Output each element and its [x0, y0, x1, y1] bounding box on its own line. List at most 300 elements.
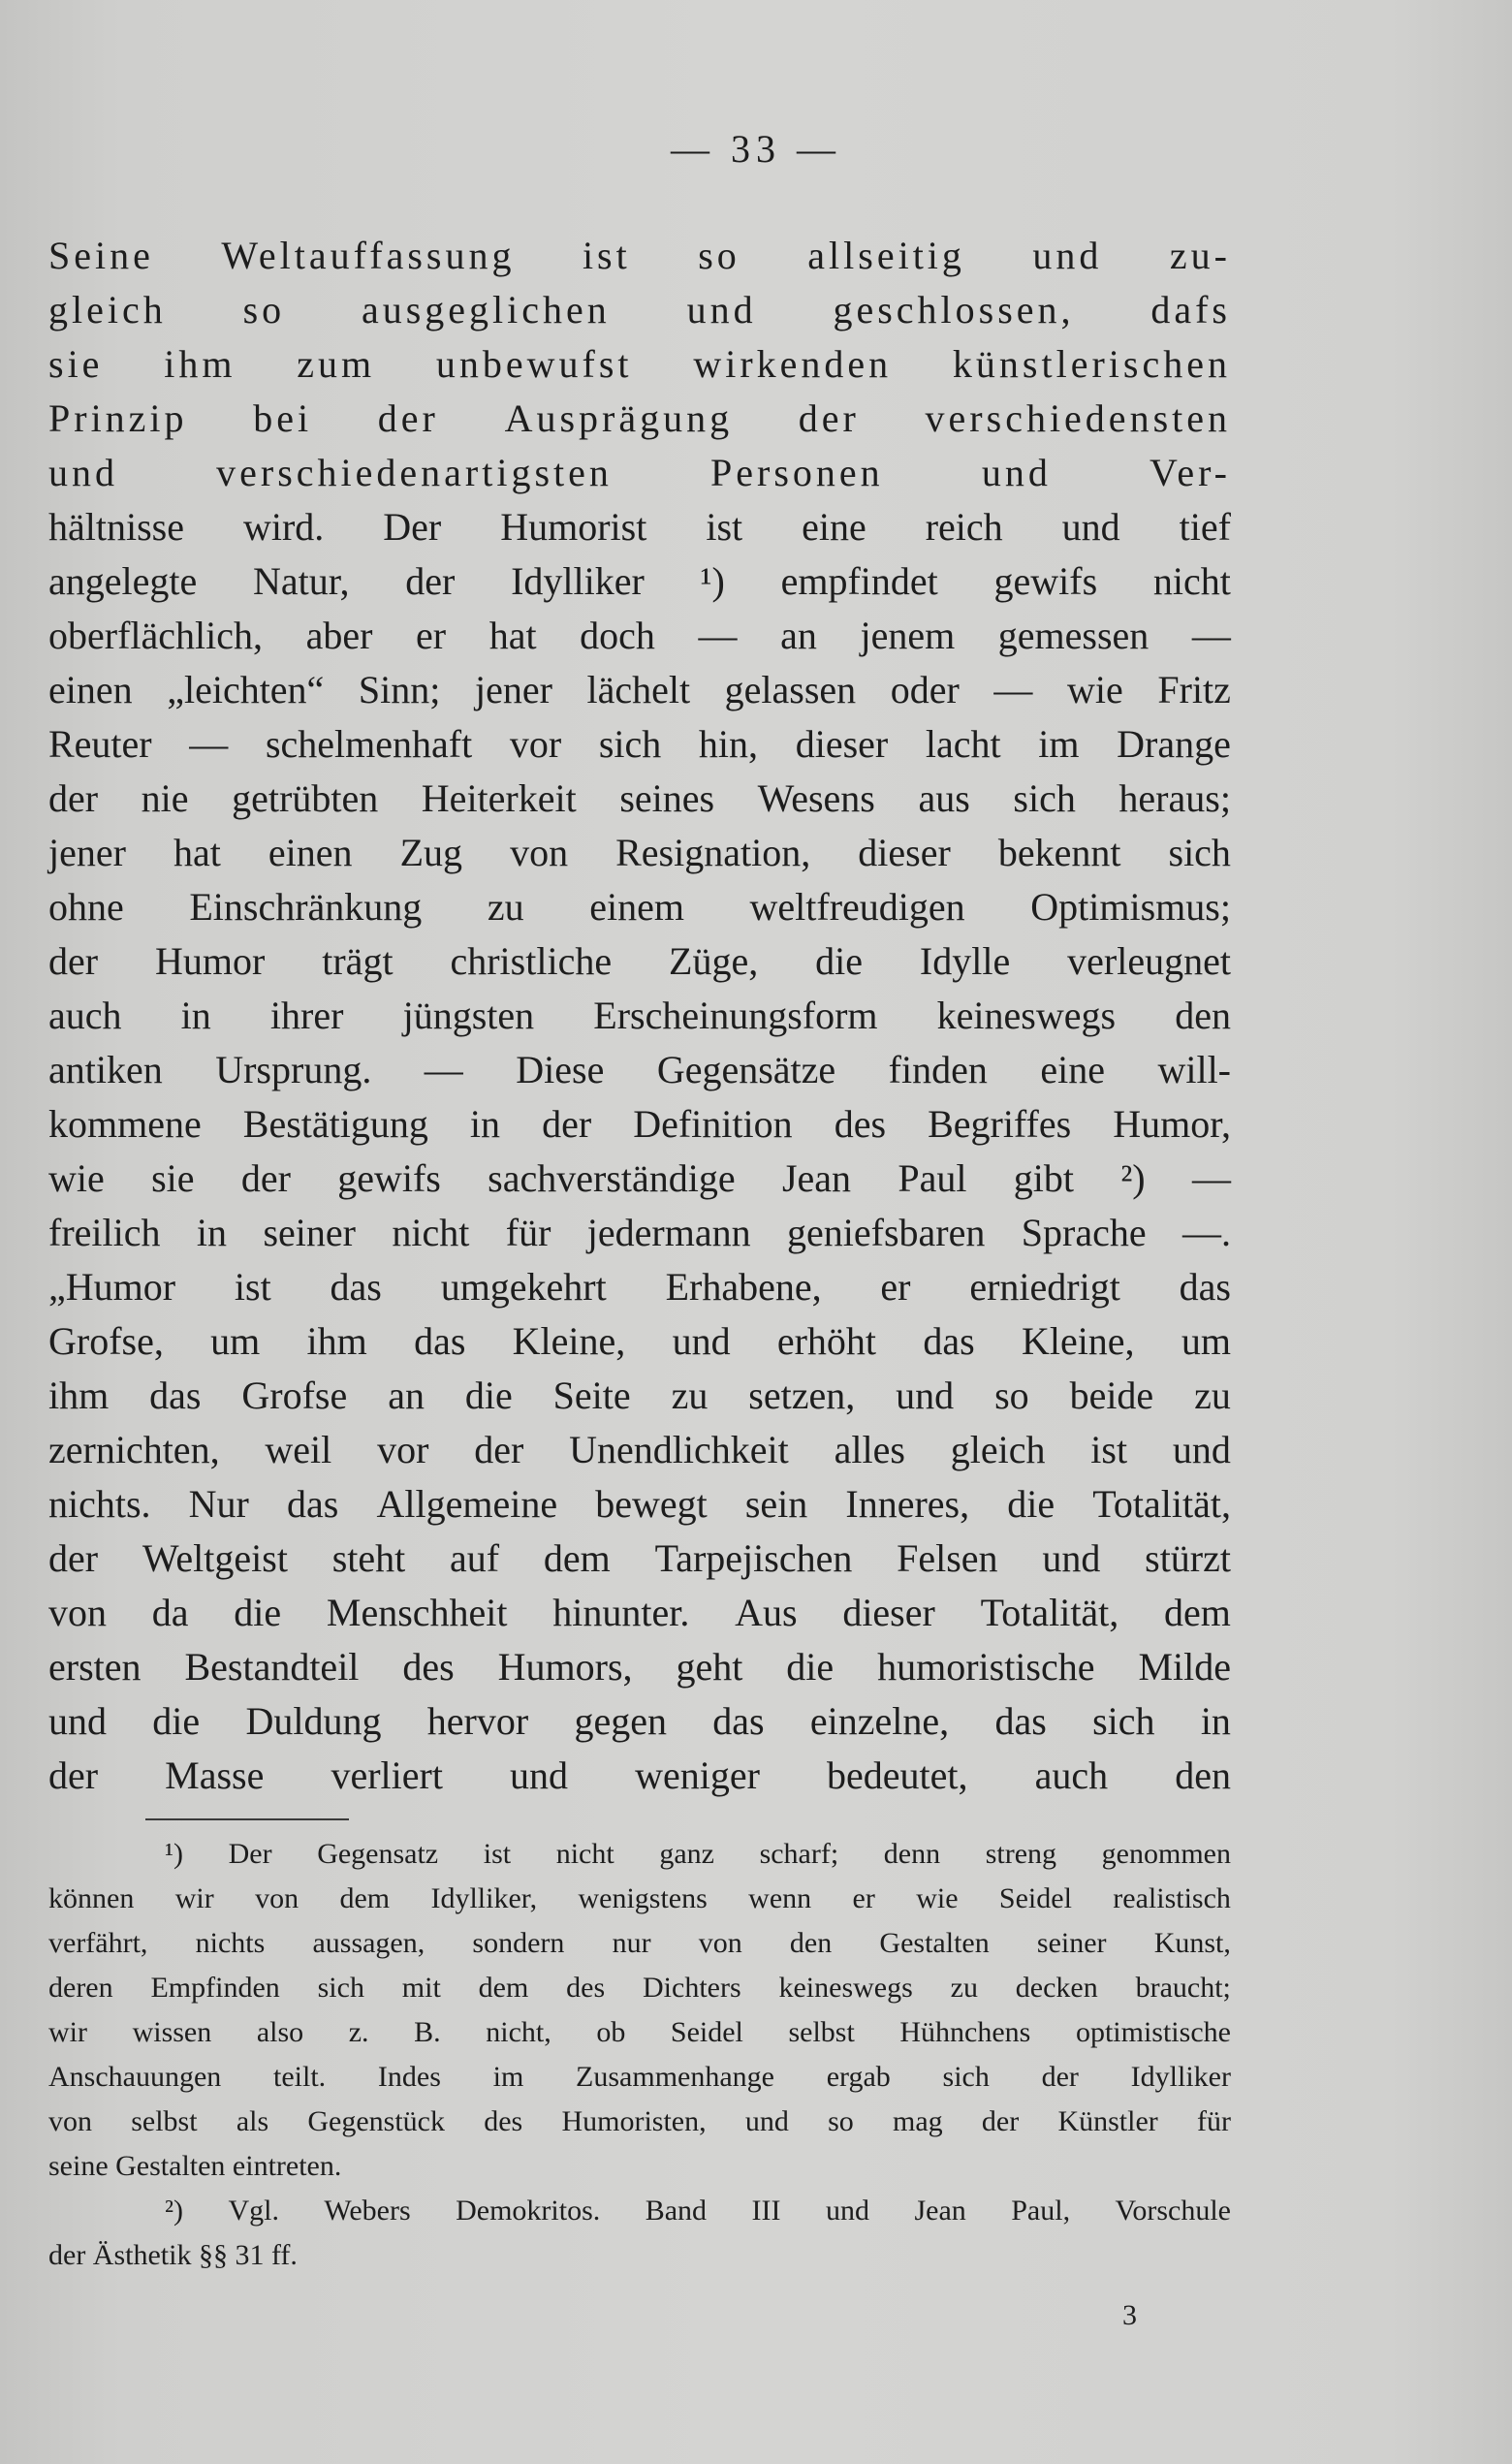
word: das — [994, 1699, 1047, 1743]
word: bekennt — [997, 831, 1121, 874]
word: B. — [414, 2016, 441, 2048]
word: der — [240, 1156, 291, 1200]
word: deren — [48, 1972, 113, 2004]
word: Demokritos. — [456, 2195, 601, 2227]
word: ihm — [48, 1374, 110, 1417]
word: — — [993, 668, 1033, 711]
word: in — [196, 1211, 228, 1254]
word: das — [149, 1374, 202, 1417]
word: des — [834, 1102, 887, 1146]
word: zu — [487, 885, 524, 929]
word: Heiterkeit — [421, 776, 577, 820]
word: —. — [1182, 1211, 1231, 1254]
word: umgekehrt — [440, 1265, 607, 1309]
word: vor — [377, 1428, 429, 1471]
word: Anschauungen — [48, 2061, 222, 2093]
word: dieser — [842, 1591, 935, 1634]
word: die — [464, 1374, 513, 1417]
word: eine — [1040, 1048, 1105, 1091]
word: im — [492, 2061, 524, 2093]
word: wie — [916, 1882, 959, 1914]
body-line — [48, 826, 1231, 880]
page-number-header: — 33 — — [671, 127, 841, 171]
word: Optimismus; — [1030, 885, 1231, 929]
body-line — [48, 1749, 1231, 1803]
word: Der — [228, 1838, 272, 1870]
word: verschiedensten — [925, 396, 1231, 440]
word: das — [923, 1319, 975, 1363]
word: also — [256, 2016, 304, 2048]
word: trägt — [322, 939, 394, 983]
word: streng — [985, 1838, 1057, 1870]
word: der — [542, 1102, 592, 1146]
footnote-line — [48, 2189, 1231, 2233]
word: selbst — [788, 2016, 855, 2048]
word: Sinn; — [358, 668, 441, 711]
word: von — [510, 831, 569, 874]
word: seiner — [1036, 1927, 1107, 1959]
word: von — [255, 1882, 299, 1914]
word: aber — [305, 614, 373, 657]
word: steht — [331, 1536, 406, 1580]
word: Nur — [188, 1482, 249, 1526]
word: in — [1200, 1699, 1231, 1743]
word: der — [474, 1428, 524, 1471]
word: Vgl. — [228, 2195, 279, 2227]
word: Inneres, — [845, 1482, 970, 1526]
word: geht — [676, 1645, 743, 1689]
word: reich — [925, 505, 1003, 549]
word: zu — [950, 1972, 978, 2004]
word: die — [815, 939, 863, 983]
word: ergab — [826, 2061, 891, 2093]
word: den — [1175, 1753, 1231, 1797]
body-line — [48, 283, 1231, 337]
word: weltfreudigen — [749, 885, 965, 929]
body-line — [48, 1260, 1231, 1314]
word: einzelne, — [809, 1699, 950, 1743]
word: er — [852, 1882, 875, 1914]
word: zu — [671, 1374, 709, 1417]
word: verschiedenartigsten — [216, 451, 613, 494]
word: ihm — [306, 1319, 367, 1363]
word: er — [416, 614, 447, 657]
word: allseitig — [807, 234, 965, 277]
word: Züge, — [669, 939, 759, 983]
word: da — [151, 1591, 189, 1634]
word: weniger — [635, 1753, 760, 1797]
word: Aus — [735, 1591, 798, 1634]
word: Seine — [48, 234, 154, 277]
word: decken — [1015, 1972, 1098, 2004]
footnote-divider — [145, 1818, 349, 1820]
word: Idylliker — [1130, 2061, 1231, 2093]
word: nichts. — [48, 1482, 151, 1526]
word: z. — [348, 2016, 369, 2048]
word: und — [981, 451, 1052, 494]
word: und — [1172, 1428, 1231, 1471]
word: aus — [918, 776, 970, 820]
body-line — [48, 337, 1231, 392]
word: gegen — [574, 1699, 667, 1743]
word: wenn — [748, 1882, 812, 1914]
word: Jean — [914, 2195, 966, 2227]
word: ganz — [659, 1838, 714, 1870]
word: Bestätigung — [242, 1102, 428, 1146]
word: Seidel — [670, 2016, 743, 2048]
word: und — [825, 2195, 869, 2227]
word: an — [780, 614, 817, 657]
word: hat — [488, 614, 537, 657]
word: ist — [706, 505, 743, 549]
word: einen — [48, 668, 133, 711]
word: so — [698, 234, 740, 277]
word: wird. — [242, 505, 325, 549]
word: „Humor — [48, 1265, 176, 1309]
body-line — [48, 554, 1231, 609]
word: Fritz — [1157, 668, 1231, 711]
word: — — [698, 614, 738, 657]
word: verfährt, — [48, 1927, 148, 1959]
word: dem — [478, 1972, 529, 2004]
word: einen — [268, 831, 353, 874]
word: ist — [234, 1265, 271, 1309]
word: Sprache — [1021, 1211, 1147, 1254]
word: und — [48, 1699, 107, 1743]
word: zum — [297, 342, 376, 386]
word: gibt — [1013, 1156, 1074, 1200]
word: sein — [744, 1482, 808, 1526]
word: gemessen — [997, 614, 1150, 657]
word: teilt. — [273, 2061, 327, 2093]
word: hältnisse — [48, 505, 184, 549]
word: Humoristen, — [561, 2105, 707, 2137]
word: Kleine, — [512, 1319, 626, 1363]
body-line — [48, 609, 1231, 663]
word: sondern — [472, 1927, 565, 1959]
word: ¹) — [700, 559, 725, 603]
word: wir — [48, 2016, 87, 2048]
word: wir — [174, 1882, 214, 1914]
word: um — [1181, 1319, 1231, 1363]
word: stürzt — [1145, 1536, 1231, 1580]
word: Weltgeist — [142, 1536, 288, 1580]
word: aussagen, — [312, 1927, 425, 1959]
word: und — [896, 1374, 955, 1417]
body-line — [48, 1043, 1231, 1097]
word: bedeutet, — [827, 1753, 968, 1797]
signature-mark: 3 — [1122, 2299, 1137, 2331]
footnote-line — [48, 2010, 1231, 2055]
word: nicht — [392, 1211, 470, 1254]
body-line — [48, 880, 1231, 934]
word: als — [236, 2105, 269, 2137]
word: für — [505, 1211, 551, 1254]
body-line — [48, 446, 1231, 500]
word: Paul — [898, 1156, 967, 1200]
text-run: der Ästhetik §§ 31 ff. — [48, 2239, 298, 2271]
word: jedermann — [586, 1211, 751, 1254]
word: erniedrigt — [969, 1265, 1120, 1309]
word: Idylle — [919, 939, 1011, 983]
word: der — [405, 559, 456, 603]
footnotes — [48, 1832, 1231, 2278]
word: zernichten, — [48, 1428, 220, 1471]
word: keineswegs — [778, 1972, 913, 2004]
word: ist — [483, 1838, 512, 1870]
word: die — [786, 1645, 835, 1689]
word: die — [234, 1591, 282, 1634]
word: auch — [1034, 1753, 1109, 1797]
body-line — [48, 1314, 1231, 1369]
word: Erhabene, — [665, 1265, 822, 1309]
word: Milde — [1138, 1645, 1231, 1689]
word: Hühnchens — [899, 2016, 1031, 2048]
word: Wesens — [757, 776, 875, 820]
word: des — [402, 1645, 455, 1689]
word: Humor — [155, 939, 266, 983]
word: schelmenhaft — [265, 722, 473, 766]
word: ohne — [48, 885, 124, 929]
word: das — [287, 1482, 339, 1526]
word: Humorist — [500, 505, 647, 549]
word: der — [1041, 2061, 1079, 2093]
word: ausgeglichen — [361, 288, 611, 332]
word: ²) — [165, 2195, 183, 2227]
word: weil — [265, 1428, 332, 1471]
word: hervor — [426, 1699, 529, 1743]
word: hin, — [698, 722, 759, 766]
footnote-line — [48, 2233, 1231, 2278]
footnote-line — [48, 1921, 1231, 1966]
word: lacht — [925, 722, 1001, 766]
word: bei — [253, 396, 313, 440]
word: ihrer — [269, 994, 344, 1037]
word: Erscheinungsform — [593, 994, 878, 1037]
word: mit — [401, 1972, 441, 2004]
word: lächelt — [586, 668, 691, 711]
word: Vorschule — [1115, 2195, 1231, 2227]
word: Der — [383, 505, 442, 549]
word: von — [48, 2105, 92, 2137]
word: III — [751, 2195, 781, 2227]
word: verleugnet — [1067, 939, 1231, 983]
word: in — [180, 994, 211, 1037]
word: Seite — [552, 1374, 631, 1417]
word: freilich — [48, 1211, 161, 1254]
word: oberflächlich, — [48, 614, 263, 657]
word: der — [981, 2105, 1020, 2137]
word: wie — [1067, 668, 1123, 711]
word: ²) — [1120, 1156, 1146, 1200]
body-line — [48, 717, 1231, 772]
body-line — [48, 1532, 1231, 1586]
word: können — [48, 1882, 135, 1914]
word: realistisch — [1113, 1882, 1231, 1914]
word: hat — [173, 831, 221, 874]
footnote-line — [48, 2100, 1231, 2144]
word: Begriffes — [928, 1102, 1072, 1146]
word: und — [510, 1753, 569, 1797]
word: der — [48, 776, 99, 820]
word: einem — [589, 885, 684, 929]
word: sich — [317, 1972, 364, 2004]
body-line — [48, 772, 1231, 826]
word: Ursprung. — [215, 1048, 372, 1091]
word: ¹) — [165, 1838, 183, 1870]
word: Humor, — [1113, 1102, 1231, 1146]
word: Prinzip — [48, 396, 188, 440]
word: Allgemeine — [376, 1482, 558, 1526]
word: ihm — [164, 342, 236, 386]
word: Webers — [324, 2195, 411, 2227]
word: sich — [598, 722, 662, 766]
word: scharf; — [759, 1838, 839, 1870]
word: christliche — [450, 939, 613, 983]
word: sich — [1168, 831, 1231, 874]
word: angelegte — [48, 559, 198, 603]
word: von — [698, 1927, 742, 1959]
word: Bestandteil — [184, 1645, 360, 1689]
word: tief — [1179, 505, 1231, 549]
word: das — [414, 1319, 466, 1363]
footnote-line — [48, 2144, 1231, 2189]
body-line — [48, 1206, 1231, 1260]
footnote-line — [48, 1877, 1231, 1921]
body-text — [48, 229, 1231, 1803]
word: Resignation, — [615, 831, 811, 874]
footnote-line — [48, 1966, 1231, 2010]
word: nicht, — [486, 2016, 551, 2048]
word: nicht — [1152, 559, 1231, 603]
word: Grofse, — [48, 1319, 164, 1363]
word: des — [484, 2105, 523, 2137]
word: oder — [890, 668, 960, 711]
word: den — [1175, 994, 1231, 1037]
word: alles — [834, 1428, 905, 1471]
word: — — [1191, 614, 1231, 657]
body-line — [48, 500, 1231, 554]
word: so — [242, 288, 286, 332]
word: jenem — [860, 614, 956, 657]
word: mag — [893, 2105, 943, 2137]
word: nie — [141, 776, 189, 820]
word: genommen — [1101, 1838, 1231, 1870]
word: selbst — [131, 2105, 198, 2137]
body-line — [48, 392, 1231, 446]
word: nichts — [195, 1927, 266, 1959]
word: empfindet — [780, 559, 938, 603]
word: im — [1038, 722, 1080, 766]
word: der — [48, 939, 99, 983]
word: denn — [883, 1838, 941, 1870]
word: Indes — [377, 2061, 441, 2093]
word: und — [1032, 234, 1103, 277]
word: Band — [645, 2195, 708, 2227]
body-line — [48, 934, 1231, 989]
word: sie — [151, 1156, 195, 1200]
word: — — [424, 1048, 463, 1091]
word: Drange — [1117, 722, 1231, 766]
word: nicht — [555, 1838, 614, 1870]
word: kommene — [48, 1102, 202, 1146]
footnote-line — [48, 2055, 1231, 2100]
word: des — [566, 1972, 606, 2004]
word: jener — [48, 831, 126, 874]
word: Personen — [710, 451, 884, 494]
word: „leichten“ — [167, 668, 325, 711]
word: jener — [474, 668, 552, 711]
word: zu — [1194, 1374, 1231, 1417]
body-line — [48, 1477, 1231, 1532]
word: Dichters — [643, 1972, 741, 2004]
word: humoristische — [877, 1645, 1095, 1689]
word: Unendlichkeit — [569, 1428, 789, 1471]
body-line — [48, 1640, 1231, 1694]
word: Totalität, — [1092, 1482, 1231, 1526]
word: vor — [509, 722, 562, 766]
word: antiken — [48, 1048, 163, 1091]
word: sie — [48, 342, 104, 386]
word: optimistische — [1075, 2016, 1231, 2048]
word: so — [994, 1374, 1029, 1417]
word: Duldung — [245, 1699, 382, 1743]
word: finden — [888, 1048, 988, 1091]
word: die — [1007, 1482, 1055, 1526]
word: Paul, — [1011, 2195, 1071, 2227]
word: will- — [1157, 1048, 1231, 1091]
word: das — [330, 1265, 382, 1309]
word: Weltauffassung — [221, 234, 516, 277]
word: nur — [612, 1927, 651, 1959]
word: doch — [580, 614, 655, 657]
word: — — [1191, 1156, 1231, 1200]
word: Definition — [633, 1102, 793, 1146]
word: dieser — [795, 722, 889, 766]
word: Felsen — [897, 1536, 998, 1580]
word: für — [1197, 2105, 1231, 2137]
word: Gegenstück — [307, 2105, 445, 2137]
word: ob — [596, 2016, 626, 2048]
body-line — [48, 1152, 1231, 1206]
word: Ausprägung — [504, 396, 734, 440]
word: und — [1042, 1536, 1101, 1580]
word: gelassen — [724, 668, 857, 711]
word: die — [152, 1699, 201, 1743]
word: sich — [942, 2061, 990, 2093]
word: Humors, — [497, 1645, 633, 1689]
word: Totalität, — [980, 1591, 1119, 1634]
word: seines — [619, 776, 715, 820]
word: so — [828, 2105, 854, 2137]
word: ist — [1090, 1428, 1128, 1471]
word: sachverständige — [488, 1156, 736, 1200]
word: gewifs — [337, 1156, 441, 1200]
word: Grofse — [241, 1374, 348, 1417]
word: heraus; — [1118, 776, 1231, 820]
word: er — [880, 1265, 911, 1309]
word: dafs — [1150, 288, 1231, 332]
word: keineswegs — [936, 994, 1117, 1037]
word: Tarpejischen — [654, 1536, 853, 1580]
word: an — [388, 1374, 425, 1417]
word: der — [48, 1753, 99, 1797]
word: geschlossen, — [833, 288, 1075, 332]
body-line — [48, 229, 1231, 283]
word: gleich — [48, 288, 167, 332]
word: dem — [543, 1536, 611, 1580]
word: Diese — [516, 1048, 605, 1091]
